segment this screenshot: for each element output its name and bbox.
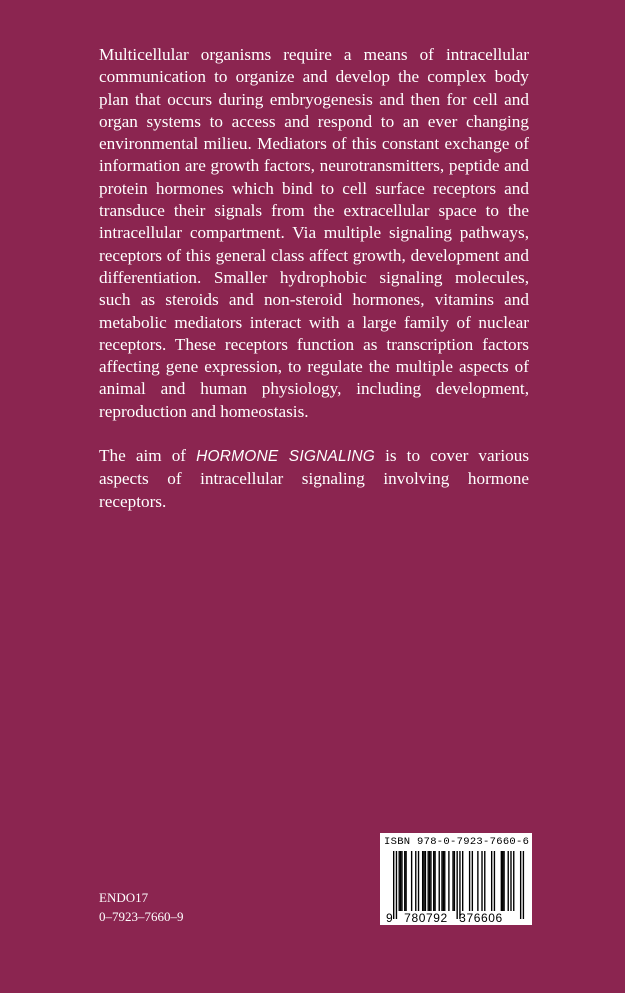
barcode-bar [405,851,406,911]
barcode-bar [400,851,401,911]
barcode-bar [423,851,424,911]
barcode-bar [444,851,445,911]
barcode-graphic [380,833,532,925]
barcode-bar [513,851,514,911]
barcode-bar [452,851,453,911]
barcode-bar [439,851,440,911]
barcode-bar [448,851,449,911]
isbn-label: ISBN 978-0-7923-7660-6 [384,836,530,848]
blurb-paragraph-2-start: The aim of [99,446,197,466]
barcode-bar [508,851,509,911]
barcode-bar [443,851,444,911]
barcode-bar [469,851,470,911]
publisher-codes [99,888,184,926]
series-code: ENDO17 [99,890,149,905]
barcode-bar [484,851,485,911]
barcode-bar [428,851,429,911]
barcode-bar [393,851,394,919]
barcode-bar [462,851,463,911]
barcode-bar [425,851,426,911]
barcode-digits-right: 376606 [459,911,503,925]
barcode-bar [494,851,495,911]
barcode-digits-left: 780792 [404,911,448,925]
barcode-bar [418,851,419,911]
barcode-bar [502,851,503,911]
barcode-bar [396,851,397,919]
barcode-bar [477,851,478,911]
barcode-bar [520,851,521,919]
barcode-bar [472,851,473,911]
barcode-panel [380,833,532,925]
barcode-bar [491,851,492,911]
book-title-emphasis: HORMONE SIGNALING [196,448,375,466]
blurb-paragraph-2 [99,445,529,513]
barcode-bar [399,851,400,911]
cover-blurb [99,44,529,513]
blurb-paragraph-2-end: is to cover various aspects of intracellular signaling involving hormone receptors. [99,446,530,511]
barcode-bar [459,851,460,919]
barcode-bar [456,851,457,919]
barcode-bar [401,851,402,911]
barcode-bar [501,851,502,911]
barcode-bar [441,851,442,911]
barcode-bar [433,851,434,911]
barcode-bar [415,851,416,911]
barcode-bar [510,851,511,911]
barcode-bar [481,851,482,911]
barcode-bar [454,851,455,911]
blurb-paragraph-1: Multicellular organisms require a means of intracellular communication to organize and develop the complex body plan that occurs during embryogenesis and then for cell and organ systems to access and respond to an ever changing environmental milieu. Mediators of this constant exchange of information are growth factors, neurotransmitters, peptide and protein hormones which bind to cell surface receptors and transduce their signals from the extracellular space to the intracellular compartment. Via multiple signaling pathways, receptors of this general class affect growth, development and differentiation. Smaller hydrophobic signaling molecules, such as steroids and non-steroid hormones, vitamins and metabolic mediators interact with a large family of nuclear receptors. These receptors function as transcription factors affecting gene expression, to regulate the multiple aspects of animal and human physiology, including development, reproduction and homeostasis. [99,45,529,421]
barcode-bar [430,851,431,911]
barcode-bar [523,851,524,919]
barcode-bar [429,851,430,911]
barcode-bar [434,851,435,911]
barcode-bar [503,851,504,911]
barcode-bar [422,851,423,911]
barcode-bar [404,851,405,911]
isbn-10: 0–7923–7660–9 [99,909,184,924]
barcode-bar [411,851,412,911]
barcode-digit-prefix: 9 [386,911,393,925]
